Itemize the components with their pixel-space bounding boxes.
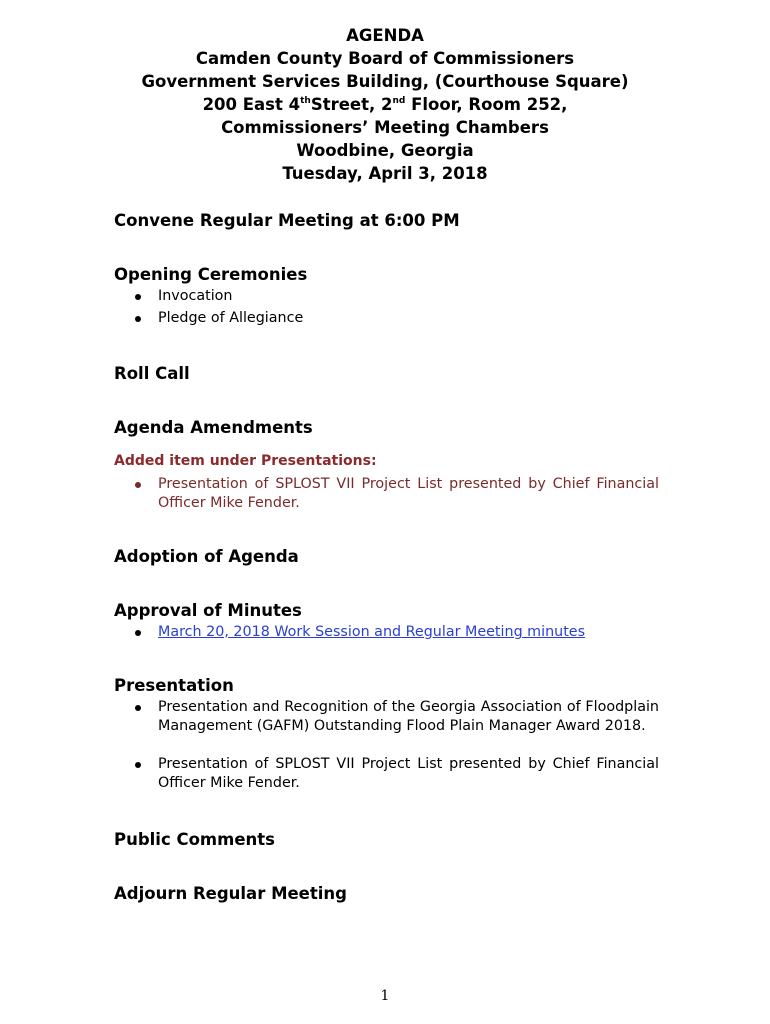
public-comments-heading: Public Comments [114,830,275,849]
roll-call-heading: Roll Call [114,364,190,383]
amendment-note: Added item under Presentations: [114,453,377,469]
list-item: Invocation [114,287,659,306]
agenda-amendments-heading: Agenda Amendments [114,418,313,437]
convene-heading: Convene Regular Meeting at 6:00 PM [114,211,460,230]
minutes-list [114,623,659,642]
bullet-icon [135,294,141,300]
bullet-icon [135,482,141,488]
header-agenda: AGENDA [346,26,424,45]
bullet-icon [135,630,141,636]
bullet-icon [135,705,141,711]
page-number: 1 [380,988,390,1004]
opening-ceremonies-list [114,287,659,328]
amendments-list [114,475,659,513]
adjourn-heading: Adjourn Regular Meeting [114,884,347,903]
presentation-heading: Presentation [114,676,234,695]
list-item [114,623,659,642]
header-address: 200 East 4thStreet, 2nd Floor, Room 252, [202,95,568,114]
bullet-icon [135,316,141,322]
bullet-icon [135,762,141,768]
header-building: Government Services Building, (Courthouse Square) [141,72,629,91]
opening-ceremonies-heading: Opening Ceremonies [114,265,308,284]
presentation-list [114,698,659,793]
list-item: Presentation and Recognition of the Georgia Association of Floodplain Management (GAFM) Outstanding Flood Plain Manager Award 2018. [114,698,659,736]
list-item: Pledge of Allegiance [114,309,659,328]
approval-minutes-heading: Approval of Minutes [114,601,302,620]
list-item: Presentation of SPLOST VII Project List presented by Chief Financial Officer Mike Fender. [114,475,659,513]
list-item: Presentation of SPLOST VII Project List presented by Chief Financial Officer Mike Fender. [114,755,659,793]
header-chambers: Commissioners’ Meeting Chambers [221,118,549,137]
header-date: Tuesday, April 3, 2018 [282,164,488,183]
header-board: Camden County Board of Commissioners [195,49,575,68]
adoption-heading: Adoption of Agenda [114,547,299,566]
minutes-link[interactable]: March 20, 2018 Work Session and Regular Meeting minutes [158,624,586,640]
header-location: Woodbine, Georgia [296,141,474,160]
